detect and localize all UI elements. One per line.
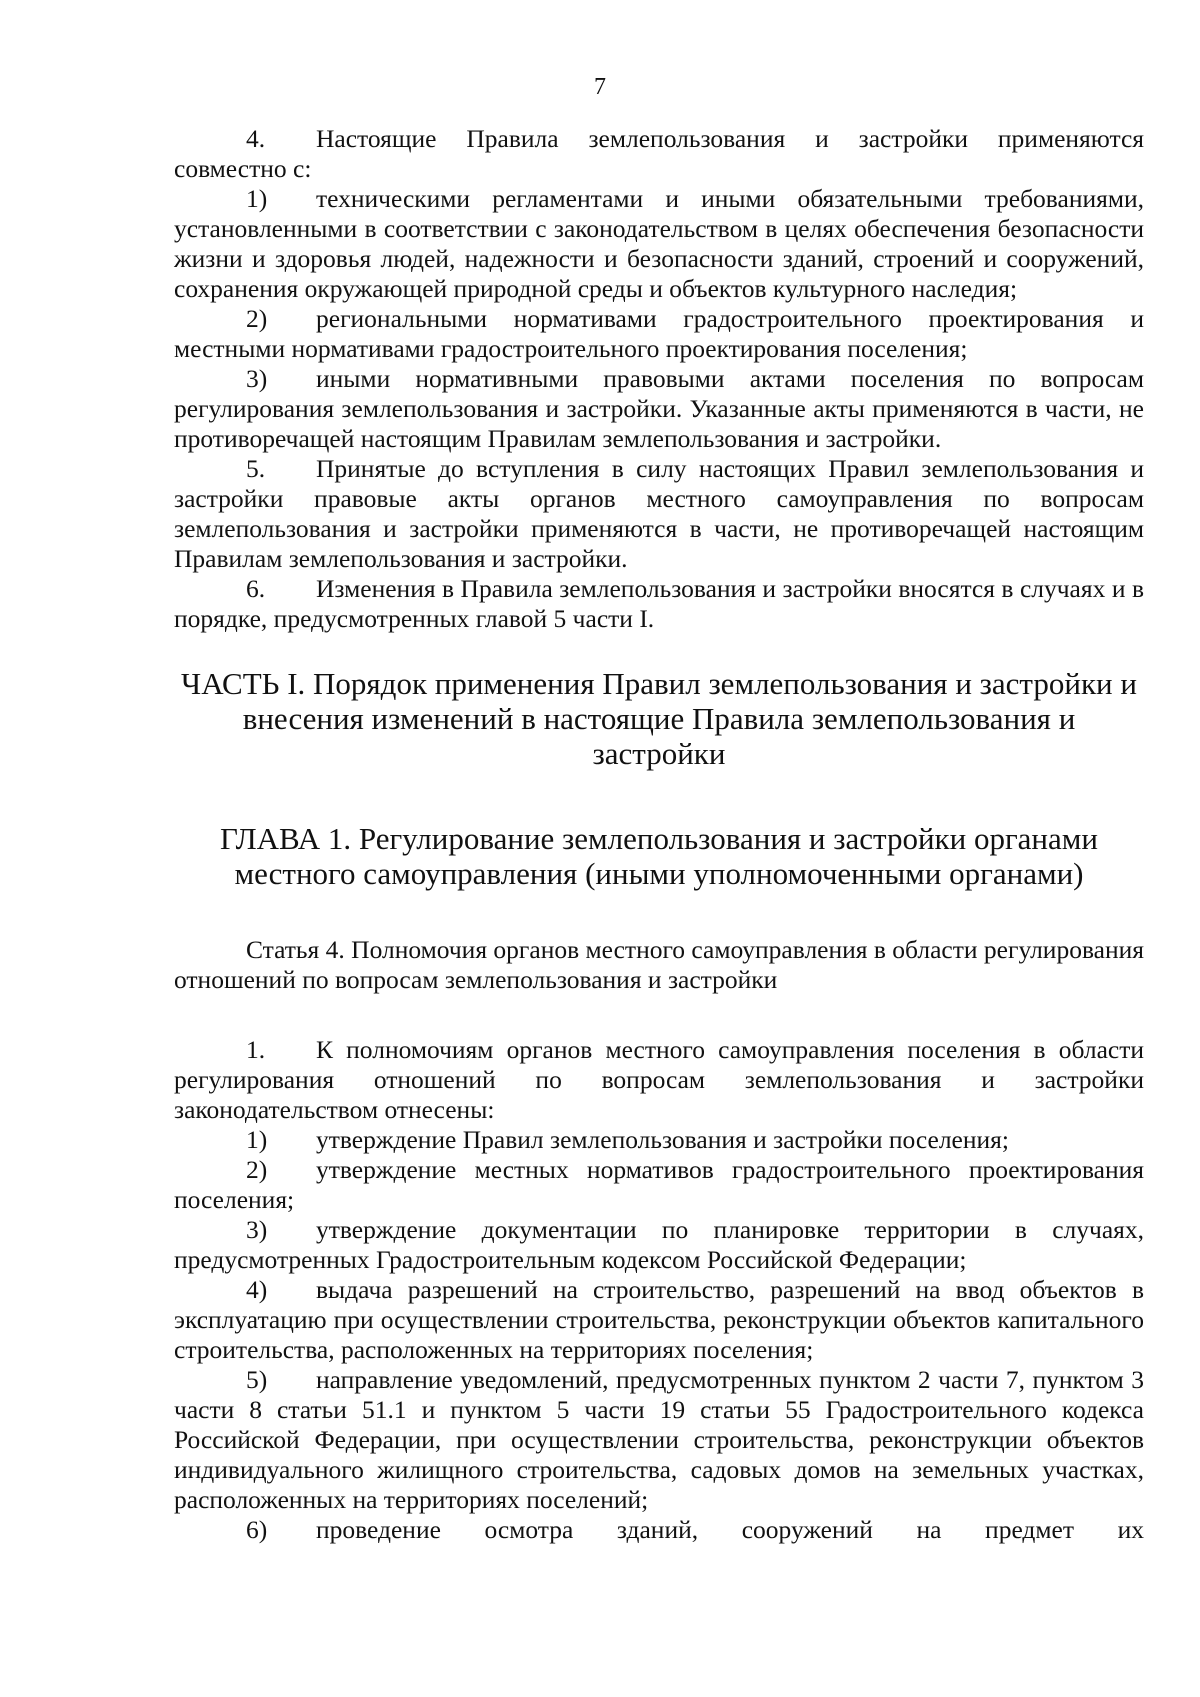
paragraph-6 [174, 574, 1144, 634]
article-item-1 [174, 1035, 1144, 1125]
subitem-2 [174, 304, 1144, 364]
paragraph-text: проведение осмотра зданий, сооружений на предмет их [316, 1515, 1144, 1544]
item-number: 4) [246, 1275, 268, 1304]
part-heading: ЧАСТЬ I. Порядок применения Правил землепользования и застройки и внесения изменений в настоящие Правила землепользования и застройки [181, 666, 1137, 771]
article-subitem-3 [174, 1215, 1144, 1275]
chapter-heading: ГЛАВА 1. Регулирование землепользования и застройки органами местного самоуправления (иными уполномоченными органами) [220, 821, 1098, 891]
article-title-text: Статья 4. Полномочия органов местного самоуправления в области регулирования отношений по вопросам землепользования и застройки [174, 935, 1144, 994]
item-number: 1) [246, 184, 268, 213]
paragraph-text: Настоящие Правила землепользования и застройки применяются совместно с: [174, 124, 1144, 183]
article-subitem-4 [174, 1275, 1144, 1365]
paragraph-text: утверждение Правил землепользования и застройки поселения; [316, 1125, 1009, 1154]
article-subitem-5 [174, 1365, 1144, 1515]
article-title [174, 935, 1144, 995]
subitem-3 [174, 364, 1144, 454]
article-subitem-6 [174, 1515, 1144, 1545]
paragraph-text: К полномочиям органов местного самоуправления поселения в области регулирования отношений по вопросам землепользования и застройки законодательством отнесены: [174, 1035, 1144, 1124]
paragraph-text: утверждение документации по планировке территории в случаях, предусмотренных Градостроительным кодексом Российской Федерации; [174, 1215, 1144, 1274]
item-number: 2) [246, 1155, 268, 1184]
paragraph-text: Изменения в Правила землепользования и застройки вносятся в случаях и в порядке, предусмотренных главой 5 части I. [174, 574, 1144, 633]
item-number: 3) [246, 1215, 268, 1244]
item-number: 1) [246, 1125, 268, 1154]
article-subitem-1 [174, 1125, 1144, 1155]
item-number: 6) [246, 1515, 268, 1544]
paragraph-4 [174, 124, 1144, 184]
paragraph-text: утверждение местных нормативов градостроительного проектирования поселения; [174, 1155, 1144, 1214]
document-body [174, 124, 1144, 1545]
article-subitem-2 [174, 1155, 1144, 1215]
paragraph-text: иными нормативными правовыми актами поселения по вопросам регулирования землепользования и застройки. Указанные акты применяются в части, не противоречащей настоящим Правилам землепользования и застройки. [174, 364, 1144, 453]
subitem-1 [174, 184, 1144, 304]
item-number: 6. [246, 574, 266, 603]
paragraph-text: региональными нормативами градостроительного проектирования и местными нормативами градостроительного проектирования поселения; [174, 304, 1144, 363]
item-number: 1. [246, 1035, 266, 1064]
paragraph-text: Принятые до вступления в силу настоящих Правил землепользования и застройки правовые акты органов местного самоуправления по вопросам землепользования и застройки применяются в части, не противоречащей настоящим Правилам землепользования и застройки. [174, 454, 1144, 573]
item-number: 2) [246, 304, 268, 333]
paragraph-5 [174, 454, 1144, 574]
paragraph-text: выдача разрешений на строительство, разрешений на ввод объектов в эксплуатацию при осуществлении строительства, реконструкции объектов капитального строительства, расположенных на территориях поселения; [174, 1275, 1144, 1364]
item-number: 5) [246, 1365, 268, 1394]
page-number: 7 [594, 74, 606, 100]
item-number: 3) [246, 364, 268, 393]
item-number: 4. [246, 124, 266, 153]
paragraph-text: техническими регламентами и иными обязательными требованиями, установленными в соответствии с законодательством в целях обеспечения безопасности жизни и здоровья людей, надежности и безопасности зданий, строений и сооружений, сохранения окружающей природной среды и объектов культурного наследия; [174, 184, 1144, 303]
paragraph-text: направление уведомлений, предусмотренных пунктом 2 части 7, пунктом 3 части 8 статьи 51.1 и пунктом 5 части 19 статьи 55 Градостроительного кодекса Российской Федерации, при осуществлении строительства, реконструкции объектов индивидуального жилищного строительства, садовых домов на земельных участках, расположенных на территориях поселений; [174, 1365, 1144, 1514]
item-number: 5. [246, 454, 266, 483]
